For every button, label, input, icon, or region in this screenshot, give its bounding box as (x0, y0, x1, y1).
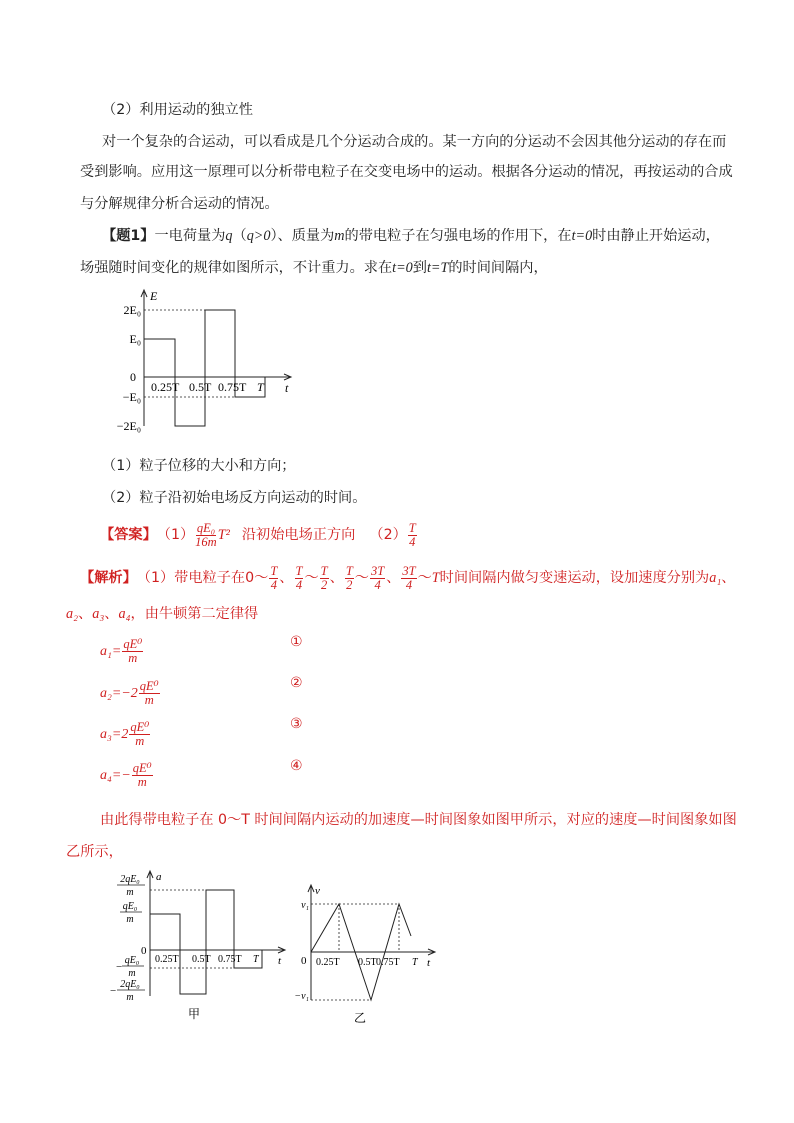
a-tick-3-den: m (128, 968, 136, 979)
v-tick-0-5t: 0.5T (358, 957, 377, 968)
a-axis-label: a (156, 871, 162, 883)
a-tick-2-den: m (126, 914, 134, 925)
a-tick-0-5t: 0.5T (192, 954, 211, 965)
a-t-graph (108, 868, 288, 1028)
origin-label: 0 (130, 370, 136, 384)
caption-jia: 甲 (188, 1007, 201, 1021)
tick-neg-2e0: −2E₀ (116, 419, 141, 433)
a-neg-sign-1: − (116, 961, 123, 973)
v-tick-t: T (412, 957, 418, 968)
eq-number-2: ② (290, 675, 303, 691)
tick-2e0: 2E₀ (123, 303, 141, 317)
answer-tag: 【答案】 (100, 527, 157, 543)
tick-t: T (257, 380, 264, 394)
v-t-axis-label: t (427, 957, 431, 969)
tick-0-5t: 0.5T (189, 380, 212, 394)
tick-0-25t: 0.25T (151, 380, 180, 394)
v-neg-tick: −v₁ (294, 991, 309, 1002)
para-line-3: 与分解规律分析合运动的情况。 (80, 196, 279, 212)
problem-tag: 【题1】 (102, 228, 155, 244)
a-neg-sign-2: − (110, 985, 117, 997)
a-tick-4-den: m (126, 992, 134, 1003)
question-1: （1）粒子位移的大小和方向； (102, 458, 296, 474)
problem-line-2: 场强随时间变化的规律如图所示，不计重力。求在t=0到t=T的时间间隔内， (80, 260, 548, 276)
v-pos-tick: v₁ (301, 900, 309, 911)
analysis-line-2: a₂、a₃、a₄，由牛顿第二定律得 (66, 606, 259, 622)
analysis-tag: 【解析】 (80, 570, 137, 586)
tick-neg-e0: −E₀ (122, 390, 141, 404)
a-tick-t: T (253, 954, 259, 965)
section-heading: （2）利用运动的独立性 (102, 102, 253, 118)
tick-0-75t: 0.75T (218, 380, 247, 394)
problem-line-1: 【题1】一电荷量为q（q>0）、质量为m的带电粒子在匀强电场的作用下，在t=0时由静止开始运动， (102, 228, 720, 244)
para-line-2: 受到影响。应用这一原理可以分析带电粒子在交变电场中的运动。根据各分运动的情况，再按运动的合成 (80, 164, 733, 180)
a-tick-4-num: 2qE₀ (120, 979, 140, 990)
a-tick-0-75t: 0.75T (218, 954, 242, 965)
equation-2: a₂=−2 qE⁰ m (100, 679, 159, 707)
e-axis-label: E (150, 289, 158, 303)
e-t-graph (108, 284, 298, 439)
analysis-line-3: 由此得带电粒子在 0～T 时间间隔内运动的加速度—时间图象如图甲所示，对应的速度—时间图象如图 (100, 812, 737, 828)
eq-number-4: ④ (290, 758, 303, 774)
a-tick-2-num: qE₀ (122, 901, 138, 912)
a-tick-3-num: qE₀ (124, 955, 140, 966)
a-tick-0-25t: 0.25T (155, 954, 179, 965)
a-origin: 0 (141, 945, 147, 957)
v-tick-0-75t: 0.75T (376, 957, 400, 968)
answer-fraction-2: T 4 (408, 520, 416, 549)
eq-number-3: ③ (290, 716, 303, 732)
eq-number-1: ① (290, 634, 303, 650)
para-line-1: 对一个复杂的合运动，可以看成是几个分运动合成的。某一方向的分运动不会因其他分运动的存在而 (102, 134, 727, 150)
tick-e0: E₀ (129, 332, 141, 346)
v-origin: 0 (301, 955, 307, 967)
analysis-line-4: 乙所示， (66, 844, 123, 860)
a-t-axis-label: t (278, 955, 282, 967)
a-tick-1-num: 2qE₀ (120, 874, 140, 885)
equation-3: a₃=2 qE⁰ m (100, 720, 150, 748)
equation-4: a₄=− $\frac{\text{qE⁰}}{m}$ (100, 761, 152, 789)
a-tick-1-den: m (126, 887, 134, 898)
v-tick-0-25t: 0.25T (316, 957, 340, 968)
v-axis-label: v (315, 885, 320, 897)
t-axis-label: t (285, 381, 289, 395)
equation-1: a₁= $\frac{\text{qE⁰}}{m}$ (100, 637, 143, 665)
answer-fraction: qE₀ 16m (195, 520, 217, 549)
caption-yi: 乙 (354, 1011, 367, 1025)
answer-line: 【答案】 （1） qE₀ 16m T² 沿初始电场正方向 （2） T 4 (100, 520, 416, 549)
question-2: （2）粒子沿初始电场反方向运动的时间。 (102, 490, 367, 506)
v-t-graph (290, 882, 440, 1032)
analysis-line-1: 【解析】 （1）带电粒子在 0 ～ T 4 、 T 4 ～ T 2 、 T 2 ～ 3T 4 、 3T 4 ～ T 时间间隔内做匀变速运动，设加速度分别为 a₁ 、 (80, 563, 736, 592)
